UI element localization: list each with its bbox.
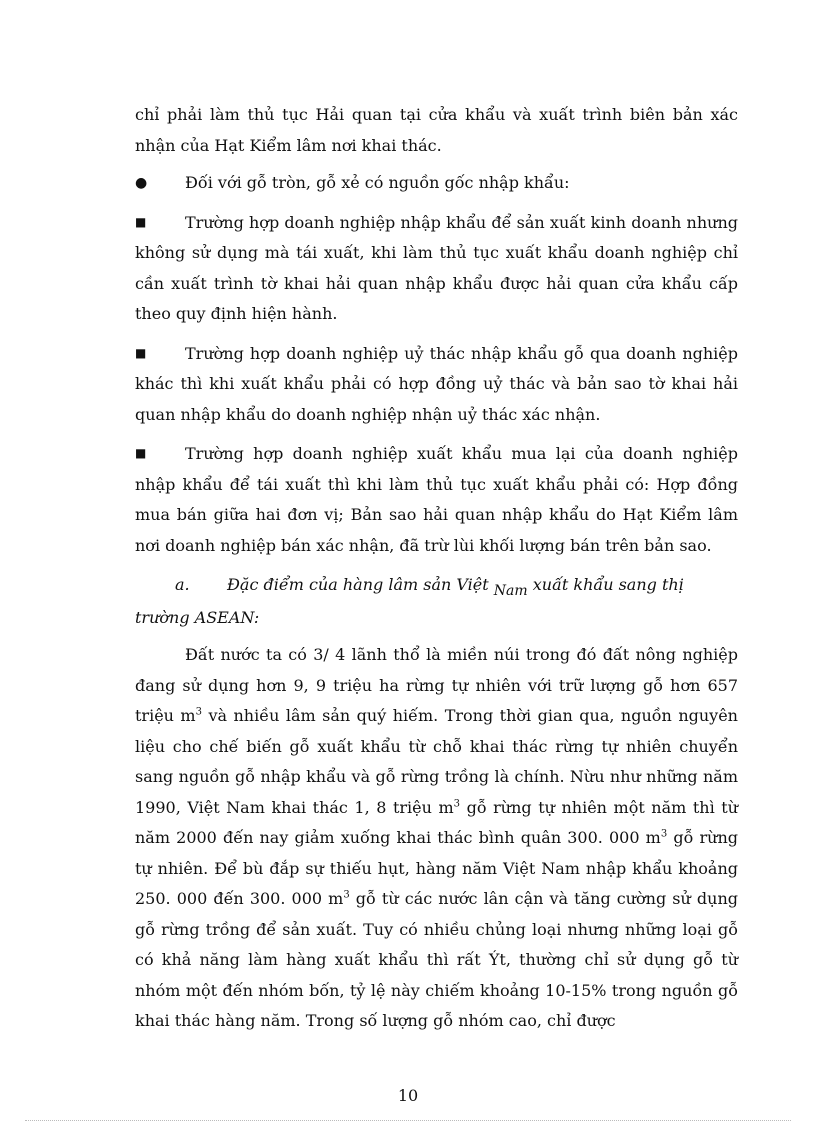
section-heading: [135, 569, 738, 634]
body-segment-1: Đất nước ta có 3/ 4 lãnh thổ là miền núi trong đó đất nông nghiệp đang sử dụng hơn 9, 9 triệu ha rừng tự nhiên với trữ lượng gỗ hơn 657 triệu m: [135, 645, 738, 725]
body-segment-2: và nhiều lâm sản quý hiếm. Trong thời gian qua, nguồn nguyên liệu cho chế biến gỗ xuất khẩu từ chỗ khai thác rừng tự nhiên chuyển sang nguồn gỗ nhập khẩu và gỗ rừng trồng là chính. Nừu như những năm 1990, Việt Nam khai thác 1, 8 triệu m: [135, 706, 738, 817]
superscript: 3: [660, 828, 668, 840]
heading-text-part2: Nam: [493, 583, 528, 599]
bullet-text: Đối với gỗ tròn, gỗ xẻ có nguồn gốc nhập khẩu:: [185, 173, 570, 192]
body-segment-3: gỗ rừng tự nhiên một năm thì từ năm 2000 đến nay giảm xuống khai thác bình quân 300. 000 m: [135, 797, 738, 847]
heading-label: a.: [175, 575, 190, 594]
body-paragraph: [135, 640, 738, 1037]
heading-text-part3: xuất khẩu sang thị trường ASEAN:: [135, 575, 684, 627]
superscript: 3: [453, 798, 461, 810]
square-bullet-icon: ■: [135, 446, 147, 460]
heading-text-part1: Đặc điểm của hàng lâm sản Việt: [227, 575, 489, 594]
square-bullet-paragraph: [135, 338, 738, 431]
bullet-item: [135, 168, 738, 199]
square-bullet-paragraph: [135, 438, 738, 561]
paragraph-continuation: chỉ phải làm thủ tục Hải quan tại cửa khẩu và xuất trình biên bản xác nhận của Hạt Kiểm lâm nơi khai thác.: [135, 105, 738, 155]
document-page: [135, 100, 738, 1044]
page-number: 10: [397, 1086, 419, 1105]
square-bullet-icon: ■: [135, 345, 147, 360]
superscript: 3: [195, 706, 202, 718]
square-bullet-paragraph: [135, 207, 738, 330]
square-bullet-text: Trường hợp doanh nghiệp xuất khẩu mua lại của doanh nghiệp nhập khẩu để tái xuất thì khi làm thủ tục xuất khẩu phải có: Hợp đồng mua bán giữa hai đơn vị; Bản sao hải quan nhập khẩu do Hạt Kiểm lâm nơi doanh nghiệp bán xác nhận, đã trừ lùi khối lượng bán trên bản sao.: [135, 444, 738, 555]
body-segment-4: gỗ rừng tự nhiên. Để bù đắp sự thiếu hụt, hàng năm Việt Nam nhập khẩu khoảng 250. 000 đến 300. 000 m: [135, 828, 739, 908]
square-bullet-text: Trường hợp doanh nghiệp nhập khẩu để sản xuất kinh doanh nhưng không sử dụng mà tái xuất, khi làm thủ tục xuất khẩu doanh nghiệp chỉ cần xuất trình tờ khai hải quan nhập khẩu được hải quan cửa khẩu cấp theo quy định hiện hành.: [135, 212, 738, 323]
superscript: 3: [343, 889, 350, 901]
bullet-dot-icon: ●: [135, 175, 148, 191]
square-bullet-icon: ■: [135, 214, 147, 229]
body-segment-5: gỗ từ các nước lân cận và tăng cường sử dụng gỗ rừng trồng để sản xuất. Tuy có nhiều chủng loại nhưng những loại gỗ có khả năng làm hàng xuất khẩu thì rất Ýt, thường chỉ sử dụng gỗ từ nhóm một đến nhóm bốn, tỷ lệ này chiếm khoảng 10-15% trong nguồn gỗ khai thác hàng năm. Trong số lượng gỗ nhóm cao, chỉ được: [135, 889, 738, 1030]
footer-divider: [25, 1120, 791, 1121]
square-bullet-text: Trường hợp doanh nghiệp uỷ thác nhập khẩu gỗ qua doanh nghiệp khác thì khi xuất khẩu phải có hợp đồng uỷ thác và bản sao tờ khai hải quan nhập khẩu do doanh nghiệp nhận uỷ thác xác nhận.: [135, 343, 738, 424]
